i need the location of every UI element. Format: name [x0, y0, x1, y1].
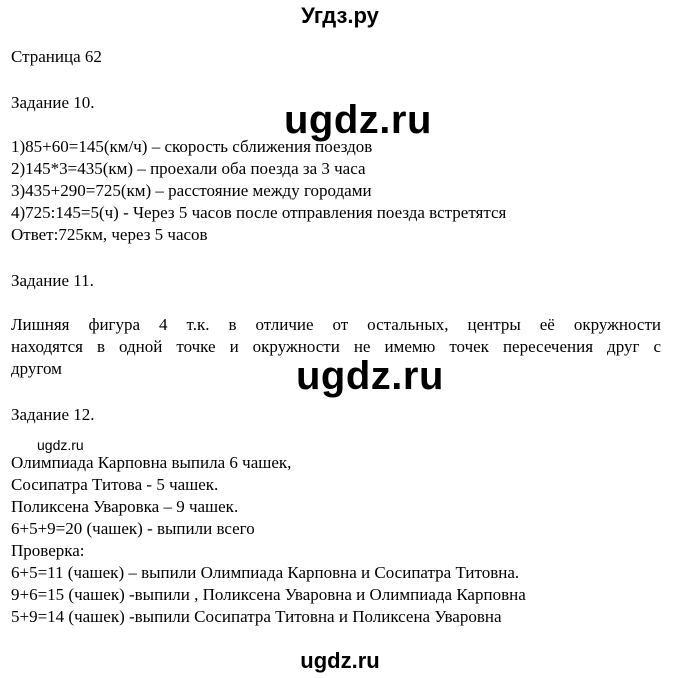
task-12-line: Сосипатра Титова - 5 чашек. [11, 475, 219, 494]
task-12-line: 5+9=14 (чашек) -выпили Сосипатра Титовна и Поликсена Уваровна [11, 607, 502, 626]
task-12-line: 6+5+9=20 (чашек) - выпили всего [11, 519, 255, 538]
task-12-line: Олимпиада Карповна выпила 6 чашек, [11, 453, 292, 472]
watermark-logo: ugdz.ru [296, 354, 444, 398]
footer-site-title: ugdz.ru [300, 648, 380, 673]
task-12-check-label: Проверка: [11, 541, 85, 560]
task-10-line: 4)725:145=5(ч) - Через 5 часов после отправления поезда встретятся [11, 203, 507, 222]
task-10-title: Задание 10. [11, 93, 95, 112]
task-10-answer: Ответ:725км, через 5 часов [11, 225, 208, 244]
task-12-line: Поликсена Уваровка – 9 чашек. [11, 497, 239, 516]
task-10-line: 1)85+60=145(км/ч) – скорость сближения поездов [11, 137, 373, 156]
page-label: Страница 62 [11, 47, 102, 66]
task-11-line: Лишняя фигура 4 т.к. в отличие от остальных, центры её окружности [11, 315, 661, 334]
task-11-line: находятся в одной точке и окружности не имемю точек пересечения друг с [11, 337, 661, 356]
task-12-title: Задание 12. [11, 405, 95, 424]
task-12-line: 6+5=11 (чашек) – выпили Олимпиада Карповна и Сосипатра Титовна. [11, 563, 520, 582]
task-12-line: 9+6=15 (чашек) -выпили , Поликсена Уваровна и Олимпиада Карповна [11, 585, 526, 604]
task-11-title: Задание 11. [11, 271, 94, 290]
watermark-small-logo: ugdz.ru [37, 437, 84, 453]
task-10-line: 3)435+290=725(км) – расстояние между городами [11, 181, 372, 200]
watermark-logo: ugdz.ru [284, 98, 432, 142]
task-10-line: 2)145*3=435(км) – проехали оба поезда за 3 часа [11, 159, 366, 178]
site-title: Угдз.ру [301, 3, 379, 28]
task-11-line: другом [11, 359, 62, 378]
